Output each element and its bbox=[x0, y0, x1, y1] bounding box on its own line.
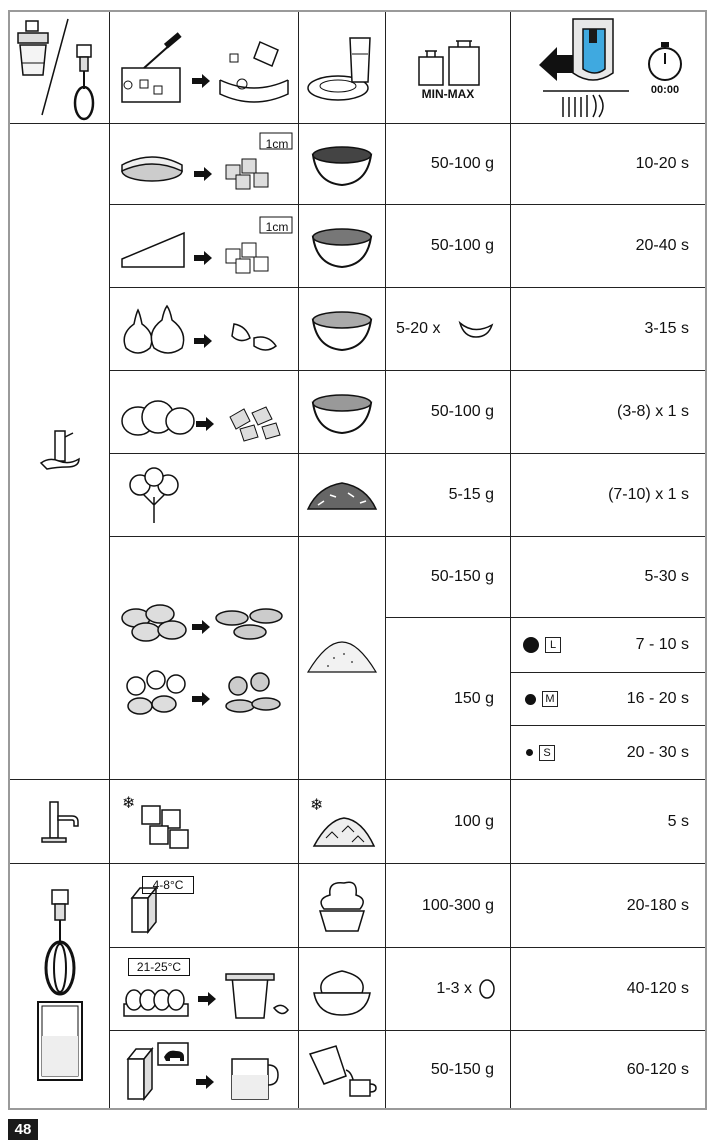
ice-result bbox=[299, 780, 385, 863]
speed-level-medium: M bbox=[542, 691, 558, 707]
whipped-cream-icon bbox=[312, 871, 372, 941]
nuts-amount-1: 50-150 g bbox=[430, 568, 494, 585]
ice-cubes-icon bbox=[120, 792, 200, 852]
weight-icon bbox=[413, 35, 483, 87]
garlic-icon bbox=[114, 294, 294, 364]
meat-time: 10-20 s bbox=[635, 155, 689, 172]
nuts-amount-2: 150 g bbox=[453, 689, 494, 707]
speed-time-large: 7 - 10 s bbox=[635, 636, 689, 653]
onion-time: (3-8) x 1 s bbox=[616, 403, 689, 420]
onion-icon bbox=[114, 377, 294, 447]
egg-icon bbox=[478, 978, 496, 1000]
bowl-icon bbox=[307, 221, 377, 271]
bowl-icon bbox=[307, 304, 377, 354]
garlic-amount-prefix: 5-20 x bbox=[396, 320, 441, 337]
ice-blade-icon bbox=[38, 798, 82, 846]
header-time bbox=[511, 12, 705, 123]
bowl-icon bbox=[307, 139, 377, 189]
minmax-label: MIN-MAX bbox=[421, 86, 475, 101]
timer-label: 00:00 bbox=[650, 83, 680, 96]
onion-prep bbox=[110, 371, 298, 453]
cheese-size-label: 1cm bbox=[265, 220, 289, 234]
crushed-ice-icon bbox=[304, 792, 380, 852]
egg-temp-label: 21-25°C bbox=[128, 958, 190, 976]
garlic-prep bbox=[110, 288, 298, 370]
dot-small-icon bbox=[526, 749, 533, 756]
speed-time-small: 20 - 30 s bbox=[626, 743, 689, 761]
cream-prep bbox=[110, 864, 298, 947]
parsley-time: (7-10) x 1 s bbox=[608, 486, 689, 503]
svg-text:❄: ❄ bbox=[122, 792, 136, 812]
egg-result bbox=[299, 948, 385, 1030]
onion-result bbox=[299, 371, 385, 453]
milk-prep bbox=[110, 1031, 298, 1108]
chopper-attachment-icon bbox=[12, 15, 108, 121]
speed-time-medium: 16 - 20 s bbox=[626, 690, 689, 707]
timer bbox=[643, 40, 687, 96]
speed-row-large bbox=[511, 618, 705, 672]
milk-result bbox=[299, 1031, 385, 1108]
pouring-milk-icon bbox=[304, 1040, 380, 1100]
garlic-result bbox=[299, 288, 385, 370]
stopwatch-icon bbox=[643, 40, 687, 84]
onion-amount: 50-100 g bbox=[430, 403, 494, 420]
cream-amount: 100-300 g bbox=[421, 896, 494, 914]
cream-result bbox=[299, 864, 385, 947]
cheese-prep bbox=[110, 205, 298, 287]
nuts-prep bbox=[110, 537, 298, 779]
parsley-prep bbox=[110, 454, 298, 536]
parsley-icon bbox=[124, 465, 184, 525]
milk-amount: 50-150 g bbox=[430, 1060, 494, 1078]
header-attachments bbox=[10, 12, 109, 123]
egg-amount bbox=[386, 948, 510, 1030]
ice-amount: 100 g bbox=[453, 812, 494, 830]
cutting-board-icon bbox=[114, 28, 294, 108]
header-prep bbox=[110, 12, 298, 123]
cream-temp-label: 4-8°C bbox=[142, 876, 194, 894]
nuts-icon bbox=[116, 588, 292, 728]
speed-level-large: L bbox=[545, 637, 561, 653]
garlic-clove-icon bbox=[458, 319, 494, 339]
ice-time: 5 s bbox=[667, 812, 689, 830]
egg-time: 40-120 s bbox=[626, 980, 689, 997]
garlic-time: 3-15 s bbox=[644, 320, 689, 337]
plate-glass-icon bbox=[302, 28, 382, 108]
blender-button-icon bbox=[533, 15, 633, 121]
header-amount bbox=[386, 12, 510, 123]
garlic-amount bbox=[386, 288, 510, 370]
meat-amount: 50-100 g bbox=[430, 155, 494, 172]
dot-large-icon bbox=[523, 637, 539, 653]
page-number: 48 bbox=[8, 1119, 38, 1140]
whisk-cell bbox=[10, 864, 109, 1108]
svg-text:❄: ❄ bbox=[310, 794, 324, 814]
header-result bbox=[299, 12, 385, 123]
parsley-amount: 5-15 g bbox=[448, 486, 494, 503]
speed-level-small: S bbox=[539, 745, 555, 761]
parsley-result bbox=[299, 454, 385, 536]
ground-powder-icon bbox=[304, 638, 380, 678]
speed-row-medium bbox=[511, 673, 705, 725]
chopper-blade-cell bbox=[10, 124, 109, 779]
milk-time: 60-120 s bbox=[626, 1060, 689, 1078]
meat-size-label: 1cm bbox=[265, 137, 289, 151]
nuts-time-1: 5-30 s bbox=[644, 568, 689, 585]
chopper-blade-icon bbox=[35, 427, 85, 477]
cream-time: 20-180 s bbox=[626, 896, 689, 914]
nuts-result bbox=[299, 537, 385, 779]
bowl-icon bbox=[307, 387, 377, 437]
chopped-herbs-icon bbox=[304, 475, 380, 515]
whisk-icon bbox=[30, 886, 90, 996]
egg-amount-prefix: 1-3 x bbox=[436, 980, 472, 997]
ice-blade-cell bbox=[10, 780, 109, 863]
milk-icon bbox=[116, 1035, 292, 1105]
cheese-time: 20-40 s bbox=[635, 237, 689, 254]
meat-result bbox=[299, 124, 385, 204]
cheese-amount: 50-100 g bbox=[430, 237, 494, 254]
beaker-icon bbox=[30, 996, 90, 1086]
speed-row-small bbox=[511, 726, 705, 779]
egg-foam-icon bbox=[310, 959, 374, 1019]
dot-medium-icon bbox=[525, 694, 536, 705]
ice-prep bbox=[110, 780, 298, 863]
cheese-result bbox=[299, 205, 385, 287]
